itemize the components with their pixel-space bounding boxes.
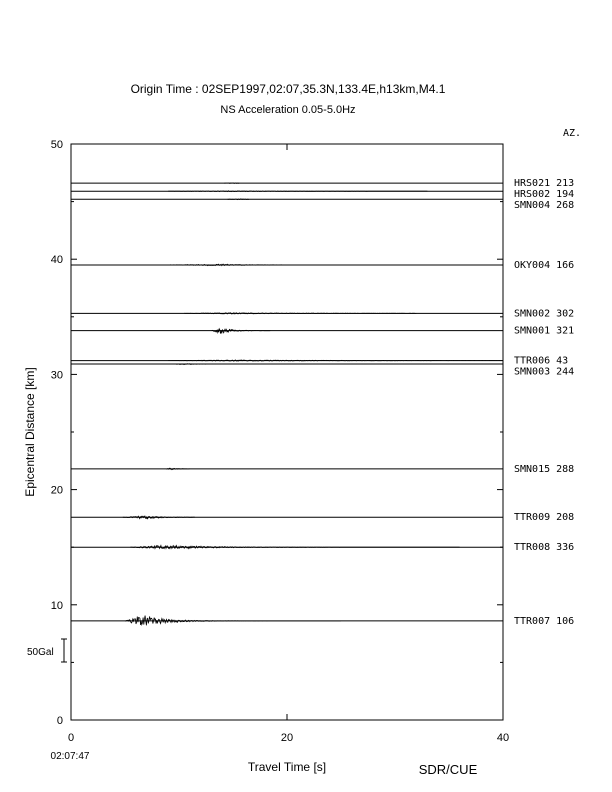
- station-name: TTR007: [514, 615, 551, 627]
- station-label-smn004: [514, 200, 574, 211]
- station-label-ttr008: [514, 542, 574, 553]
- trace-waveform-hrs021: [224, 183, 239, 184]
- x-axis-ticks: [68, 144, 509, 744]
- station-label-ttr009: [514, 512, 574, 523]
- station-label-hrs002: [514, 189, 574, 200]
- station-label-smn015: [514, 464, 574, 475]
- station-azimuth: 302: [556, 308, 575, 320]
- station-azimuth: 268: [556, 200, 575, 212]
- station-azimuth: 208: [556, 512, 575, 524]
- station-label-hrs021: [514, 178, 574, 189]
- station-labels: [514, 178, 574, 627]
- station-azimuth: 43: [556, 355, 569, 367]
- station-name: HRS021: [514, 178, 551, 190]
- y-tick-label: 30: [50, 369, 63, 382]
- station-name: TTR008: [514, 542, 551, 554]
- station-label-oky004: [514, 260, 574, 271]
- station-azimuth: 106: [556, 615, 575, 627]
- y-tick-label: 50: [50, 139, 63, 151]
- trace-waveform-smn001: [211, 329, 270, 334]
- credit-label: SDR/CUE: [418, 762, 478, 777]
- station-name: HRS002: [514, 189, 551, 201]
- y-axis-label: Epicentral Distance [km]: [23, 367, 37, 497]
- y-tick-label: 20: [50, 484, 63, 497]
- station-label-ttr007: [514, 616, 574, 627]
- x-tick-label: 40: [496, 732, 510, 744]
- station-name: OKY004: [514, 259, 551, 271]
- x-tick-label: 0: [67, 732, 75, 744]
- start-time-label: 02:07:47: [50, 751, 90, 762]
- station-azimuth: 336: [556, 542, 575, 554]
- station-label-ttr006: [514, 356, 568, 367]
- y-axis-ticks: [51, 139, 503, 727]
- station-label-smn002: [514, 308, 574, 319]
- chart-subtitle: NS Acceleration 0.05-5.0Hz: [220, 104, 356, 116]
- y-tick-label: 40: [50, 254, 63, 267]
- station-azimuth: 288: [556, 463, 575, 475]
- station-azimuth: 244: [556, 366, 575, 378]
- station-azimuth: 213: [556, 178, 575, 190]
- station-azimuth: 321: [556, 325, 575, 337]
- azimuth-header: AZ.: [563, 128, 582, 139]
- station-name: SMN001: [514, 325, 551, 337]
- station-label-smn001: [514, 326, 574, 337]
- station-name: TTR006: [514, 355, 551, 367]
- station-name: TTR009: [514, 512, 551, 524]
- chart-title: Origin Time : 02SEP1997,02:07,35.3N,133.4E,h13km,M4.1: [130, 82, 446, 96]
- x-tick-label: 20: [280, 732, 294, 744]
- scale-bar-label: 50Gal: [27, 647, 54, 658]
- station-name: SMN004: [514, 200, 551, 212]
- station-azimuth: 166: [556, 259, 575, 271]
- y-tick-label: 0: [56, 715, 63, 727]
- y-tick-label: 10: [50, 599, 63, 612]
- station-label-smn003: [514, 367, 574, 378]
- plot-frame: [71, 144, 503, 720]
- station-name: SMN003: [514, 366, 551, 378]
- station-azimuth: 194: [556, 189, 575, 201]
- station-name: SMN002: [514, 308, 551, 320]
- trace-group: [71, 183, 503, 625]
- station-name: SMN015: [514, 463, 551, 475]
- x-axis-label: Travel Time [s]: [247, 760, 327, 774]
- trace-waveform-hrs002: [168, 191, 427, 192]
